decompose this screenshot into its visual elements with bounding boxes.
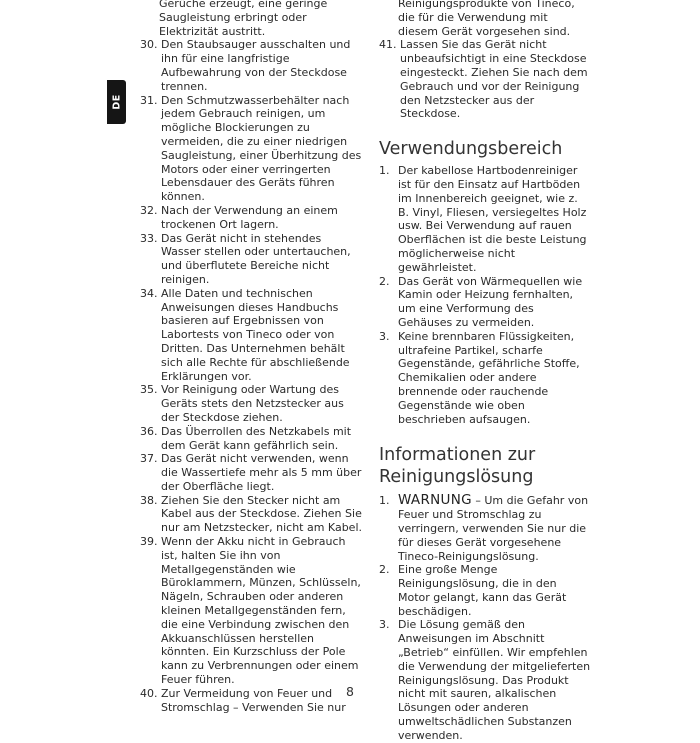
list-item: 1. Der kabellose Hartbodenreiniger ist für den Einsatz auf Hartböden im Innenbereich geeignet, wie z. B. Vinyl, Fliesen, versiegeltes Holz usw. Bei Verwendung auf rauen Oberflächen ist die beste Leistung möglicherweise nicht gewährleistet. [379, 164, 591, 274]
list-item-text: Alle Daten und technischen Anweisungen dieses Handbuchs basieren auf Ergebnissen von Labortests von Tineco oder von Dritten. Das Unternehmen behält sich alle Rechte für abschließende Erklärungen vor. [161, 286, 350, 383]
list-item: 2. Das Gerät von Wärmequellen wie Kamin oder Heizung fernhalten, um eine Verformung des Gehäuses zu vermeiden. [379, 275, 591, 330]
list-item-text: Das Gerät von Wärmequellen wie Kamin oder Heizung fernhalten, um eine Verformung des Gehäuses zu vermeiden. [398, 274, 583, 329]
list-item: 40. Zur Vermeidung von Feuer und Stromschlag – Verwenden Sie nur [140, 687, 362, 715]
list-item [140, 0, 362, 38]
right-column [379, 0, 591, 743]
list-item: 36. Das Überrollen des Netzkabels mit dem Gerät kann gefährlich sein. [140, 425, 362, 453]
list-item: 33. Das Gerät nicht in stehendes Wasser stellen oder untertauchen, und überflutete Bereiche nicht reinigen. [140, 232, 362, 287]
list-item-text: Nach der Verwendung an einem trockenen Ort lagern. [161, 203, 338, 231]
list-item: 1. WARNUNG – Um die Gefahr von Feuer und Stromschlag zu verringern, verwenden Sie nur die für dieses Gerät vorgesehene Tineco-Reinigungslösung. [379, 492, 589, 563]
list-item: 3. Die Lösung gemäß den Anweisungen im Abschnitt „Betrieb“ einfüllen. Wir empfehlen die Verwendung der mitgelieferten Reinigungslösung. Das Produkt nicht mit sauren, alkalischen Lösungen oder anderen umweltschädlichen Substanzen verwenden. [379, 618, 591, 742]
list-item: 35. Vor Reinigung oder Wartung des Geräts stets den Netzstecker aus der Steckdose ziehen. [140, 383, 362, 424]
list-item: 2. Eine große Menge Reinigungslösung, die in den Motor gelangt, kann das Gerät beschädigen. [379, 563, 591, 618]
list-item-text: Das Gerät nicht in stehendes Wasser stellen oder untertauchen, und überflutete Bereiche nicht reinigen. [161, 231, 351, 286]
list-item-text: Eine große Menge Reinigungslösung, die in den Motor gelangt, kann das Gerät beschädigen. [398, 563, 567, 618]
list-item: 32. Nach der Verwendung an einem trockenen Ort lagern. [140, 204, 362, 232]
language-tab [107, 80, 126, 124]
list-item-text: Den Staubsauger ausschalten und ihn für eine langfristige Aufbewahrung von der Steckdose trennen. [161, 38, 351, 93]
list-item-text: Vor Reinigung oder Wartung des Geräts stets den Netzstecker aus der Steckdose ziehen. [161, 383, 344, 424]
list-item: 30. Den Staubsauger ausschalten und ihn für eine langfristige Aufbewahrung von der Steckdose trennen. [140, 38, 362, 93]
list-item-text: – Um die Gefahr von Feuer und Stromschlag zu verringern, verwenden Sie nur die für dieses Gerät vorgesehene Tineco-Reinigungslösung. [398, 494, 589, 563]
section-title-usage: Verwendungsbereich [379, 139, 563, 160]
warning-label: WARNUNG [398, 492, 472, 509]
list-item: 39. Wenn der Akku nicht in Gebrauch ist, halten Sie ihn von Metallgegenständen wie Büroklammern, Münzen, Schlüsseln, Nägeln, Schrauben oder anderen kleinen Metallgegenständen fern, die eine Verbindung zwischen den Akkuanschlüssen herstellen könnten. Ein Kurzschluss der Pole kann zu Verbrennungen oder einem Feuer führen. [140, 535, 361, 687]
list-item-text: Den Schmutzwasserbehälter nach jedem Gebrauch reinigen, um mögliche Blockierungen zu vermeiden, die zu einer niedrigen Saugleistung, einer Überhitzung des Motors oder einer verringerten Lebensdauer des Geräts führen können. [161, 93, 362, 204]
language-tab-label: DE [111, 94, 122, 110]
list-item: 37. Das Gerät nicht verwenden, wenn die Wassertiefe mehr als 5 mm über der Oberfläche liegt. [140, 452, 362, 493]
list-item-text: Lassen Sie das Gerät nicht unbeaufsichtigt in eine Steckdose eingesteckt. Ziehen Sie nach dem Gebrauch und vor der Reinigung den Netzstecker aus der Steckdose. [400, 38, 588, 121]
list-item-text: Das Gerät nicht verwenden, wenn die Wassertiefe mehr als 5 mm über der Oberfläche liegt. [161, 452, 362, 493]
list-item: 38. Ziehen Sie den Stecker nicht am Kabel aus der Steckdose. Ziehen Sie nur am Netzstecker, nicht am Kabel. [140, 493, 362, 535]
list-item-text: Die Lösung gemäß den Anweisungen im Abschnitt „Betrieb“ einfüllen. Wir empfehlen die Verwendung der mitgelieferten Reinigungslösung. Das Produkt nicht mit sauren, alkalischen Lösungen oder anderen umweltschädlichen Substanzen verwenden. [398, 618, 591, 742]
list-item: 34. Alle Daten und technischen Anweisungen dieses Handbuchs basieren auf Ergebnissen von Labortests von Tineco oder von Dritten. Das Unternehmen behält sich alle Rechte für abschließende Erklärungen vor. [140, 287, 362, 384]
list-item-text: Gerüche erzeugt, eine geringe Saugleistung erbringt oder Elektrizität austritt. [159, 0, 328, 38]
list-item-text: Ziehen Sie den Stecker nicht am Kabel aus der Steckdose. Ziehen Sie nur am Netzstecker, nicht am Kabel. [161, 493, 362, 535]
list-item-text: Das Überrollen des Netzkabels mit dem Gerät kann gefährlich sein. [161, 424, 352, 452]
list-item: 31. Den Schmutzwasserbehälter nach jedem Gebrauch reinigen, um mögliche Blockierungen zu vermeiden, die zu einer niedrigen Saugleistung, einer Überhitzung des Motors oder einer verringerten Lebensdauer des Geräts führen können. [140, 93, 362, 204]
section-title-solution-line1: Informationen zur [379, 445, 536, 466]
list-item: 3. Keine brennbaren Flüssigkeiten, ultrafeine Partikel, scharfe Gegenstände, gefährliche Stoffe, Chemikalien oder andere brennende oder rauchende Gegenstände wie oben beschrieben aufsaugen. [379, 330, 591, 427]
section-title-solution-line2: Reinigungslösung [379, 467, 534, 488]
list-item-text: Wenn der Akku nicht in Gebrauch ist, halten Sie ihn von Metallgegenständen wie Büroklammern, Münzen, Schlüsseln, Nägeln, Schrauben oder anderen kleinen Metallgegenständen fern, die eine Verbindung zwischen den Akkuanschlüssen herstellen könnten. Ein Kurzschluss der Pole kann zu Verbrennungen oder einem Feuer führen. [161, 535, 361, 687]
left-column [140, 0, 362, 714]
list-item-text: Keine brennbaren Flüssigkeiten, ultrafeine Partikel, scharfe Gegenstände, gefährliche Stoffe, Chemikalien oder andere brennende oder rauchende Gegenstände wie oben beschrieben aufsaugen. [398, 329, 580, 426]
page-number: 8 [346, 684, 354, 699]
list-item-text: Zur Vermeidung von Feuer und Stromschlag – Verwenden Sie nur [161, 686, 346, 714]
list-item [379, 0, 591, 38]
list-item: 41. Lassen Sie das Gerät nicht unbeaufsichtigt in eine Steckdose eingesteckt. Ziehen Sie nach dem Gebrauch und vor der Reinigung den Netzstecker aus der Steckdose. [379, 38, 591, 121]
list-item-text: Reinigungsprodukte von Tineco, die für die Verwendung mit diesem Gerät vorgesehen sind. [398, 0, 575, 38]
list-item-text: Der kabellose Hartbodenreiniger ist für den Einsatz auf Hartböden im Innenbereich geeignet, wie z. B. Vinyl, Fliesen, versiegeltes Holz usw. Bei Verwendung auf rauen Oberflächen ist die beste Leistung möglicherweise nicht gewährleistet. [398, 164, 587, 274]
